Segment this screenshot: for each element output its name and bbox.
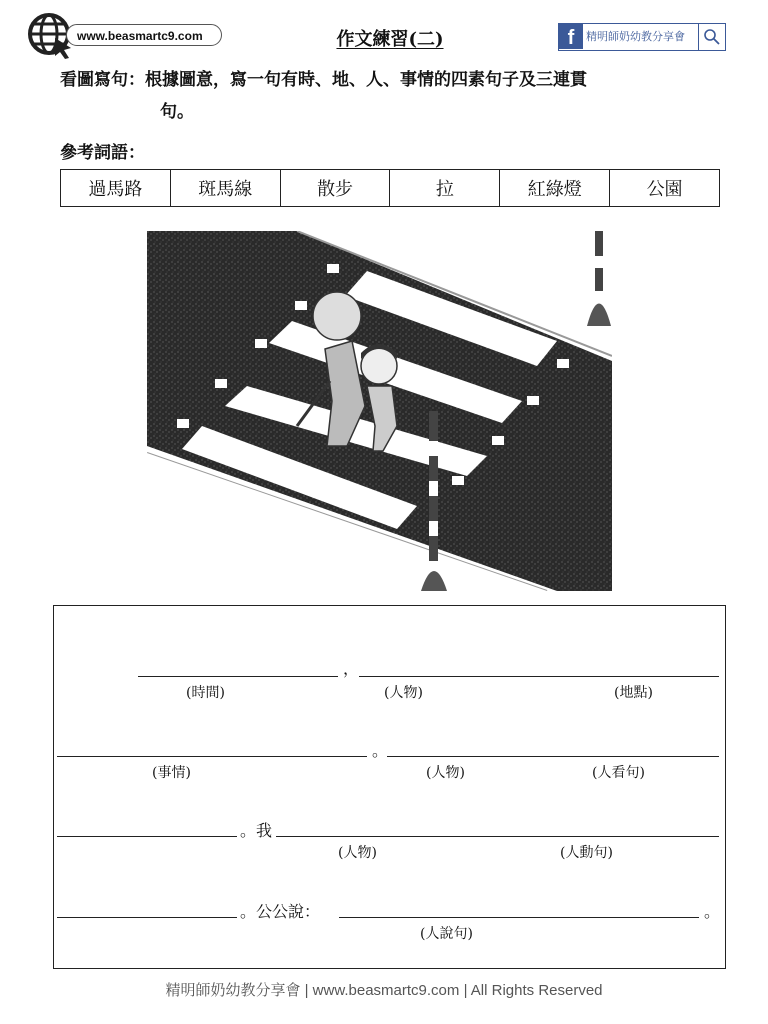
event-blank[interactable]: [57, 756, 367, 757]
person-label: (人物): [384, 685, 423, 701]
instruction-line-1: 看圖寫句：根據圖意，寫一句有時、地、人、事情的四素句子及三連貫: [60, 70, 587, 90]
action-sentence-label: (人動句): [560, 845, 613, 861]
reference-words-table: [60, 169, 720, 207]
reference-word: 過馬路: [61, 170, 171, 207]
event-label: (事情): [152, 765, 191, 781]
action-blank[interactable]: [276, 836, 719, 837]
person-look-blank[interactable]: [387, 756, 719, 757]
footer: 精明師奶幼教分享會 | www.beasmartc9.com | All Rights Reserved: [165, 982, 603, 999]
reference-words-label: 參考詞語：: [60, 143, 145, 163]
facebook-page-name: 精明師奶幼教分享會: [586, 30, 685, 43]
grandpa-says-text: 。公公說：: [240, 902, 321, 921]
site-url: www.beasmartc9.com: [66, 24, 222, 46]
speech-sentence-label: (人說句): [420, 926, 473, 942]
writing-area: [53, 605, 726, 969]
reference-word: 散步: [280, 170, 390, 207]
instructions: [60, 64, 700, 128]
search-icon: [698, 24, 725, 50]
time-label: (時間): [186, 685, 225, 701]
person-label: (人物): [338, 845, 377, 861]
place-label: (地點): [614, 685, 653, 701]
wo-text: 。我: [240, 821, 273, 840]
comma: ，: [343, 659, 360, 678]
page-title: 作文練習(二): [336, 29, 444, 50]
reference-word: 拉: [390, 170, 500, 207]
end-period: 。: [704, 902, 721, 921]
person-place-blank[interactable]: [359, 676, 719, 677]
look-sentence-label: (人看句): [592, 765, 645, 781]
speech-blank[interactable]: [339, 917, 699, 918]
reference-word: 公園: [610, 170, 720, 207]
reference-word: 紅綠燈: [500, 170, 610, 207]
reference-word: 斑馬線: [170, 170, 280, 207]
instruction-line-2: 句。: [160, 102, 194, 122]
facebook-banner: [558, 23, 726, 51]
action-continue-blank[interactable]: [57, 917, 237, 918]
period: 。: [372, 741, 389, 760]
look-continue-blank[interactable]: [57, 836, 237, 837]
time-blank[interactable]: [138, 676, 338, 677]
crosswalk-illustration: [147, 231, 612, 591]
person-label: (人物): [426, 765, 465, 781]
facebook-icon: f: [559, 24, 583, 49]
